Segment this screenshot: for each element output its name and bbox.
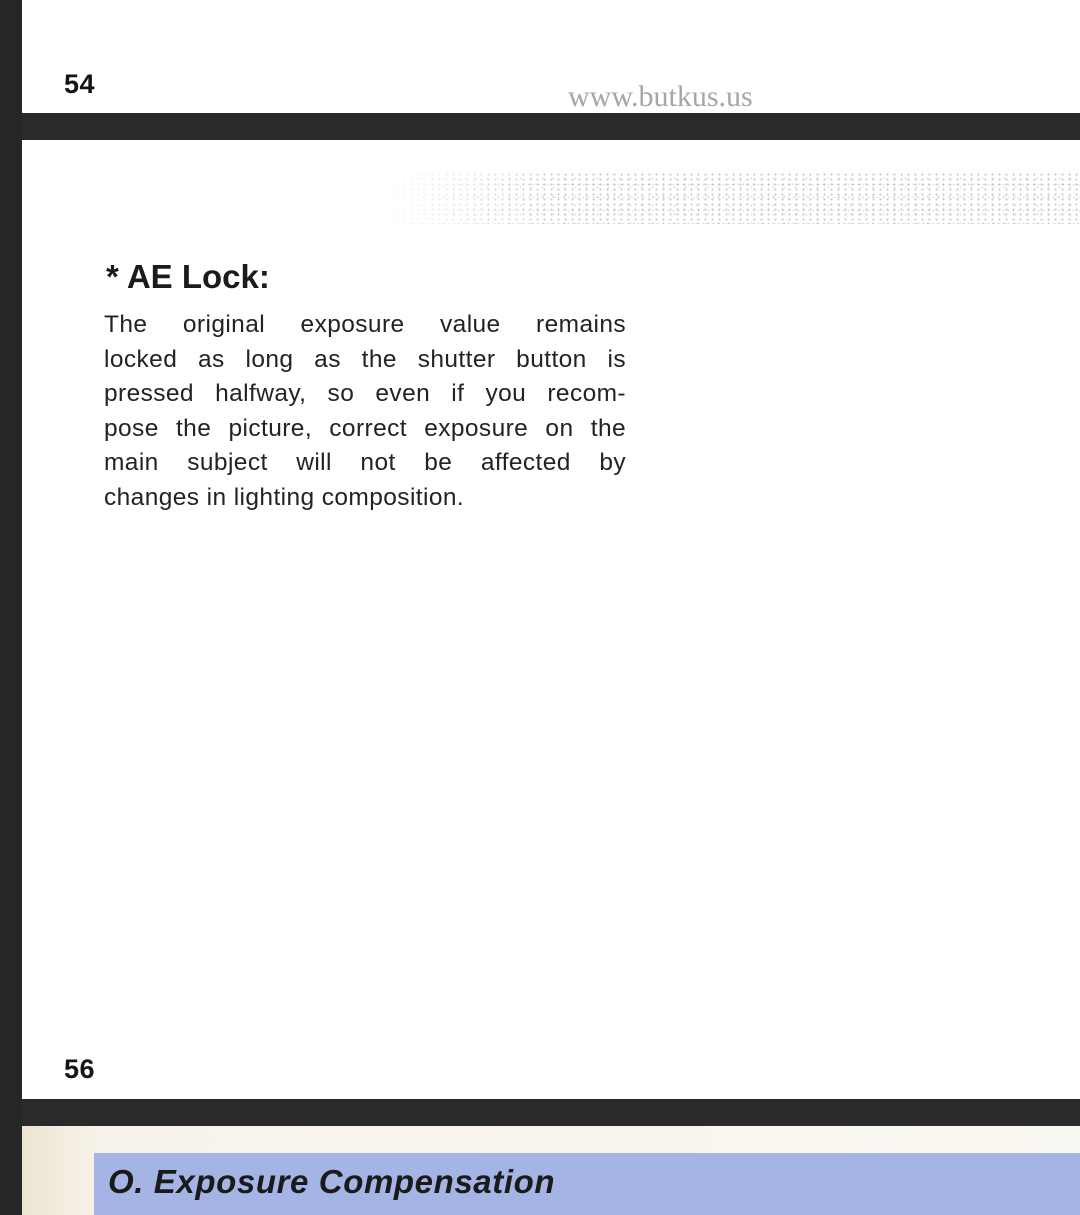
body-line: pressed halfway, so even if you recom- <box>104 380 626 408</box>
top-page-number: 54 <box>64 69 96 99</box>
body-paragraph <box>104 308 626 516</box>
scan-speckle-noise <box>380 172 1080 224</box>
body-line: locked as long as the shutter button is <box>104 345 626 373</box>
content-page-number: 56 <box>64 1054 96 1084</box>
section-title: O. Exposure Compensation <box>108 1163 556 1200</box>
watermark-url: www.butkus.us <box>568 80 753 113</box>
scan-left-edge <box>0 0 22 1215</box>
section-heading <box>106 258 270 296</box>
body-line: changes in lighting composition. <box>104 483 465 511</box>
body-line: pose the picture, correct exposure on the <box>104 414 626 442</box>
heading-bullet: * <box>106 258 119 295</box>
page-divider-top <box>22 113 1080 140</box>
page-divider-bottom <box>22 1099 1080 1126</box>
heading-text: AE Lock: <box>126 258 270 295</box>
body-line: main subject will not be affected by <box>104 449 626 477</box>
body-line: The original exposure value remains <box>104 311 626 338</box>
